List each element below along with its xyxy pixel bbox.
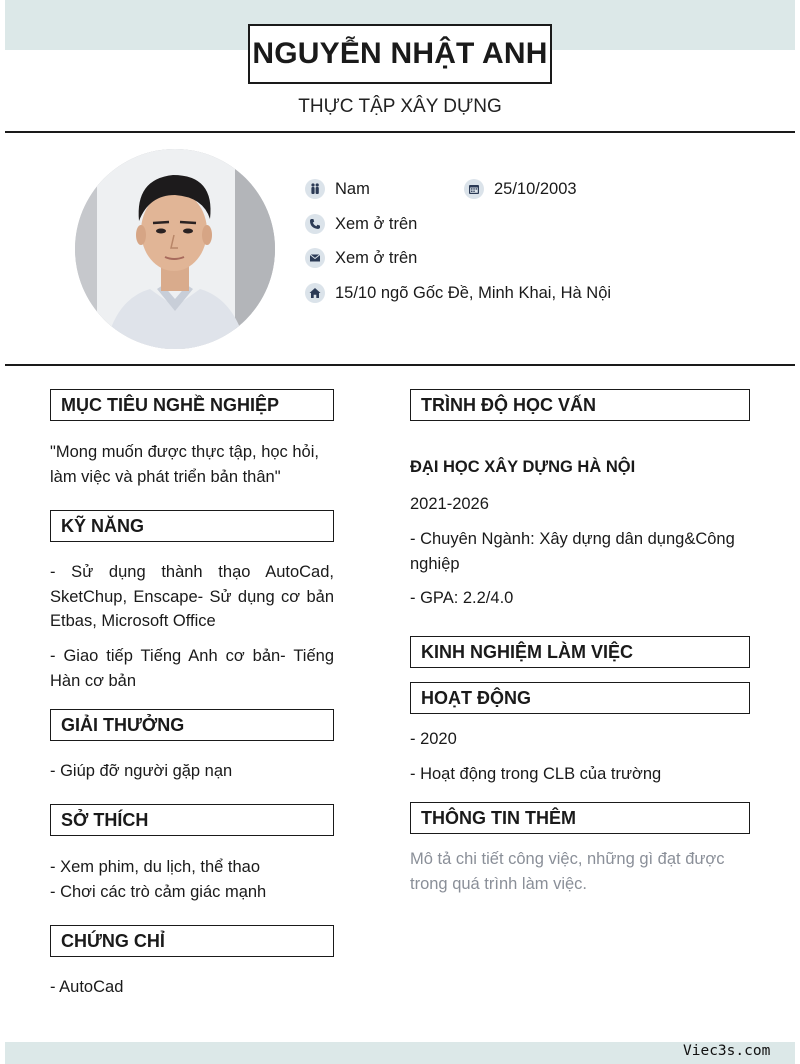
skills-item-2: - Giao tiếp Tiếng Anh cơ bản- Tiếng Hàn cơ bản <box>50 647 334 690</box>
email-row <box>305 248 417 268</box>
gender-icon <box>305 179 325 199</box>
full-name: NGUYỄN NHẬT ANH <box>248 24 552 84</box>
section-awards-title: GIẢI THƯỞNG <box>50 709 334 741</box>
job-title: THỰC TẬP XÂY DỰNG <box>298 96 502 117</box>
phone-row <box>305 214 417 234</box>
section-experience-title: KINH NGHIỆM LÀM VIỆC <box>410 636 750 668</box>
footer-band <box>5 1042 795 1064</box>
skills-item-1: - Sử dụng thành thạo AutoCad, SketChup, Enscape- Sử dụng cơ bản Etbas, Microsoft Office <box>50 563 334 630</box>
certificates-item-1: - AutoCad <box>50 978 124 996</box>
divider-top <box>5 131 795 133</box>
activities-item-1: - Hoạt động trong CLB của trường <box>410 765 662 783</box>
section-activities-title: HOẠT ĐỘNG <box>410 682 750 714</box>
divider-bottom <box>5 364 795 366</box>
watermark: Viec3s.com <box>683 1043 771 1059</box>
section-skills-title: KỸ NĂNG <box>50 510 334 542</box>
birthday-value: 25/10/2003 <box>494 179 577 198</box>
gender-row <box>305 179 370 199</box>
section-extra-title: THÔNG TIN THÊM <box>410 802 750 834</box>
section-certificates-title: CHỨNG CHỈ <box>50 925 334 957</box>
education-gpa: - GPA: 2.2/4.0 <box>410 589 514 607</box>
awards-item-1: - Giúp đỡ người gặp nạn <box>50 762 233 780</box>
education-major: - Chuyên Ngành: Xây dựng dân dụng&Công nghiệp <box>410 530 735 573</box>
gender-value: Nam <box>335 179 370 198</box>
hobbies-item-2: - Chơi các trò cảm giác mạnh <box>50 883 267 901</box>
birthday-row <box>464 179 577 199</box>
hobbies-item-1: - Xem phim, du lịch, thể thao <box>50 858 261 876</box>
education-school: ĐẠI HỌC XÂY DỰNG HÀ NỘI <box>410 458 636 476</box>
avatar <box>75 149 275 349</box>
address-row <box>305 283 611 303</box>
section-hobbies-title: SỞ THÍCH <box>50 804 334 836</box>
phone-value: Xem ở trên <box>335 214 418 233</box>
activities-year: - 2020 <box>410 730 457 748</box>
section-education-title: TRÌNH ĐỘ HỌC VẤN <box>410 389 750 421</box>
objective-text: "Mong muốn được thực tập, học hỏi, làm việc và phát triển bản thân" <box>50 443 319 486</box>
address-value: 15/10 ngõ Gốc Đề, Minh Khai, Hà Nội <box>335 283 612 302</box>
phone-icon <box>305 214 325 234</box>
education-years: 2021-2026 <box>410 495 489 513</box>
extra-placeholder: Mô tả chi tiết công việc, những gì đạt được trong quá trình làm việc. <box>410 850 725 893</box>
home-icon <box>305 283 325 303</box>
section-objective-title: MỤC TIÊU NGHỀ NGHIỆP <box>50 389 334 421</box>
email-icon <box>305 248 325 268</box>
calendar-icon <box>464 179 484 199</box>
email-value: Xem ở trên <box>335 248 418 267</box>
